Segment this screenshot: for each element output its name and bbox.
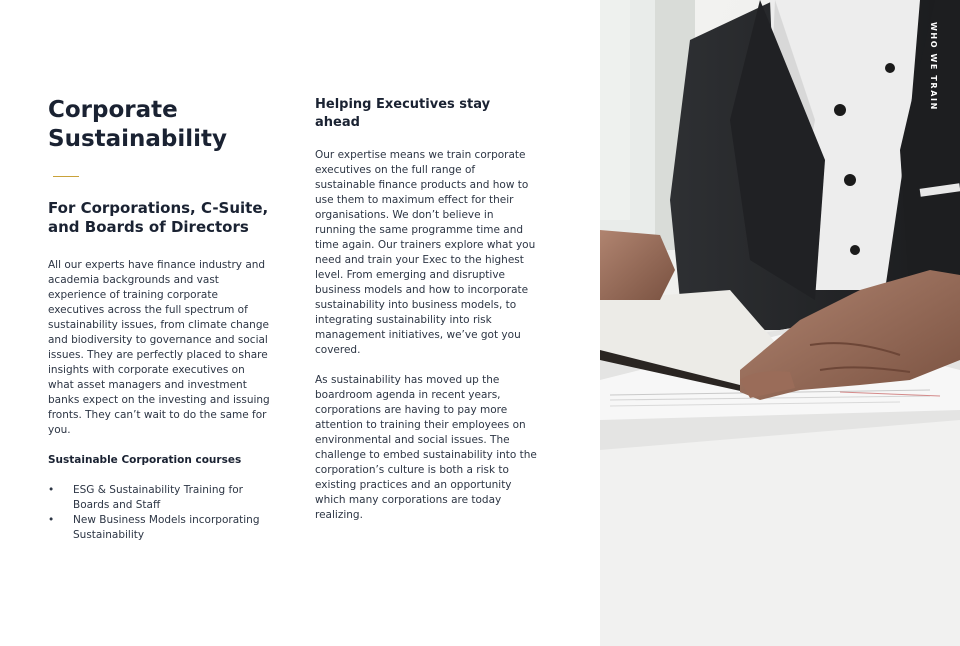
expertise-paragraph: Our expertise means we train corporate executives on the full range of sustainable finance products and how to use them to maximum effect for their organisations. We don’t believe in running the same programme time and time again. Our trainers explore what you need and train your Exec to the highest level. From emerging and disruptive business models and how to incorporate sustainability into business models, to integrating sustainability into risk management initiatives, we’ve got you covered. xyxy=(315,149,536,356)
section-heading: Helping Executives stay ahead xyxy=(315,97,491,130)
courses-heading: Sustainable Corporation courses xyxy=(48,454,242,466)
bullet-icon: • xyxy=(48,484,55,496)
course-label: New Business Models incorporating Sustainability xyxy=(73,514,260,541)
course-list xyxy=(48,483,270,543)
section-side-label: WHO WE TRAIN xyxy=(929,22,938,111)
executive-photo xyxy=(600,0,960,646)
list-item xyxy=(48,483,270,513)
list-item xyxy=(48,513,270,543)
middle-column xyxy=(315,96,537,523)
agenda-paragraph: As sustainability has moved up the boardroom agenda in recent years, corporations are having to pay more attention to training their employees on environmental and social issues. The challenge to embed sustainability into the corporation’s culture is both a risk to existing practices and an opportunity which many corporations are today realizing. xyxy=(315,374,537,521)
course-label: ESG & Sustainability Training for Boards and Staff xyxy=(73,484,243,511)
left-column xyxy=(48,96,270,543)
bullet-icon: • xyxy=(48,514,55,526)
page-subtitle: For Corporations, C-Suite, and Boards of Directors xyxy=(48,199,269,236)
intro-paragraph: All our experts have finance industry and academia backgrounds and vast experience of training corporate executives across the full spectrum of sustainability issues, from climate change and biodiversity to governance and social issues. They are perfectly placed to share insights with corporate executives on what asset managers and investment banks expect on the investing and issuing fronts. They can’t wait to do the same for you. xyxy=(48,259,270,436)
accent-divider xyxy=(53,176,79,177)
page-title: Corporate Sustainability xyxy=(48,97,228,152)
